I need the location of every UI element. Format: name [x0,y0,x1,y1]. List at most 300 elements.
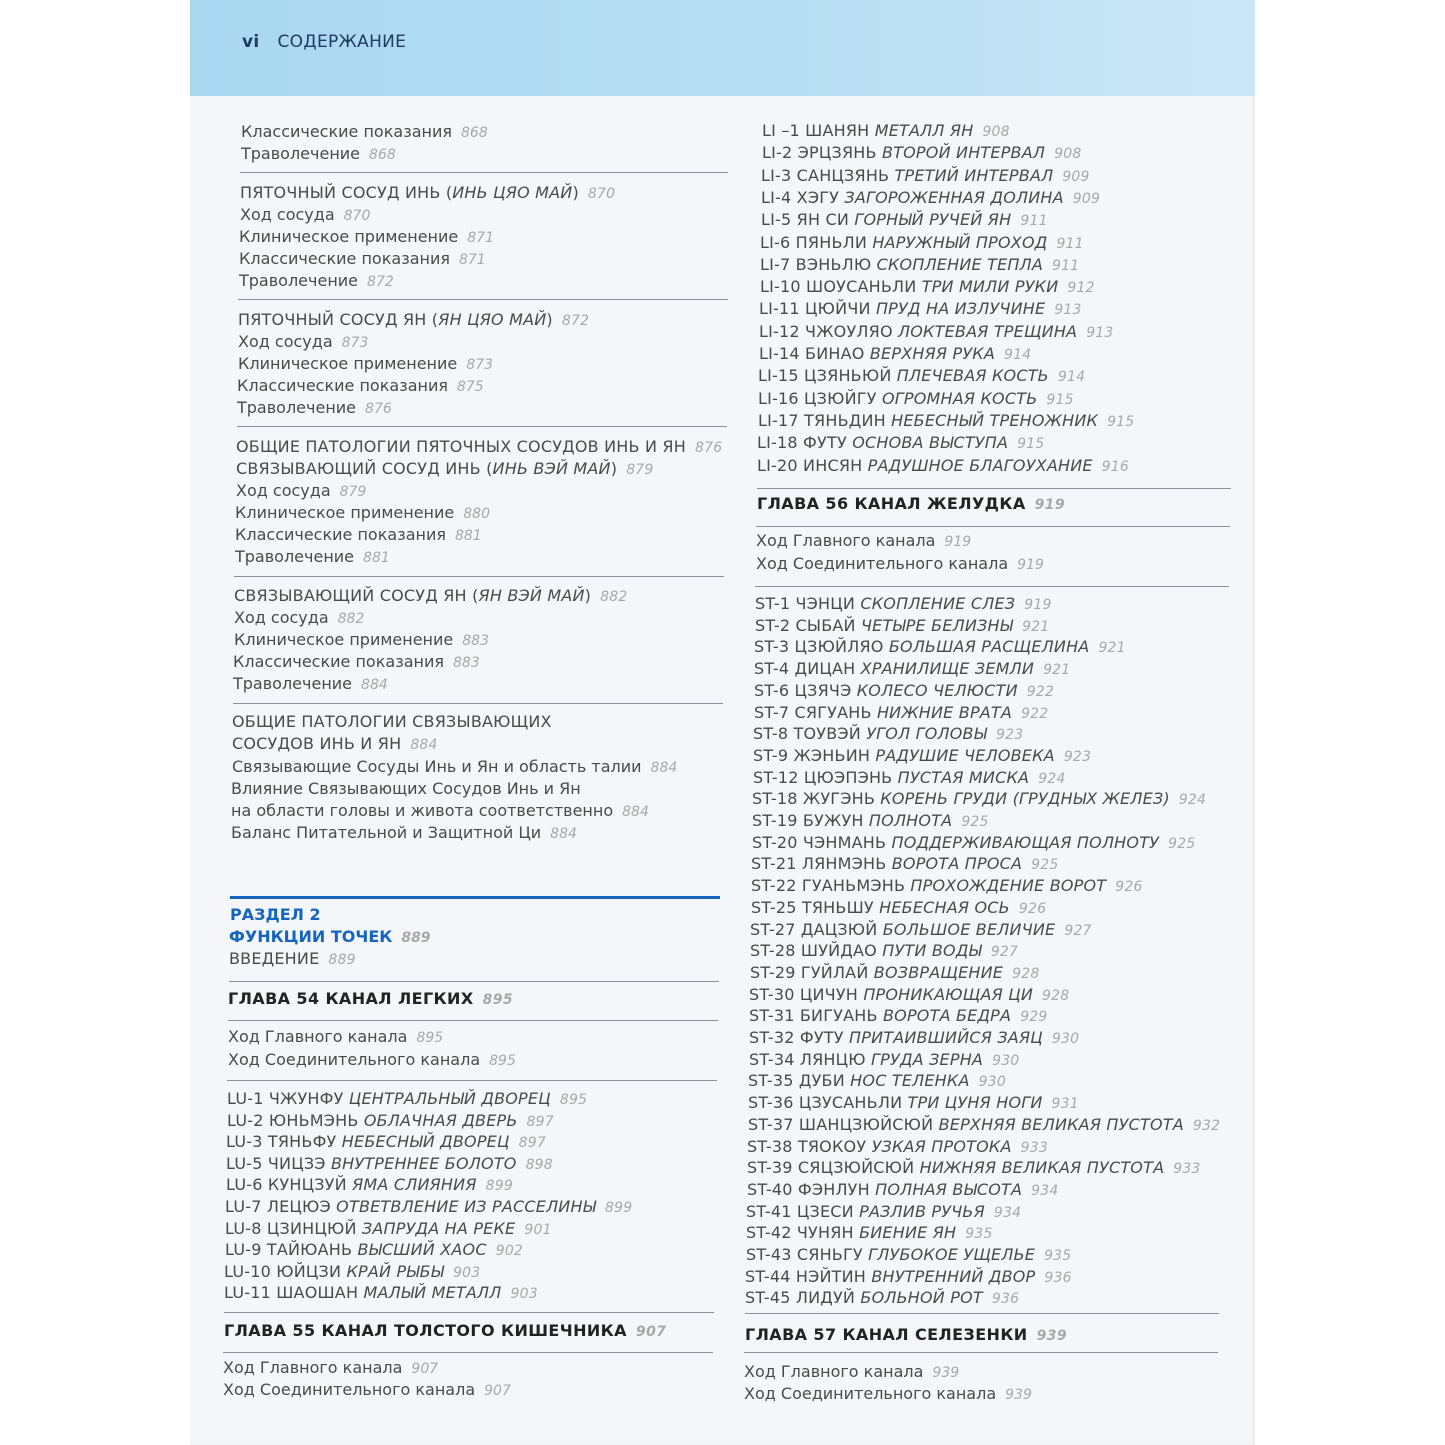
page-ref: 932 [1192,1117,1221,1134]
entry-text: Клиническое применение [238,354,458,373]
acupoint-entry[interactable] [224,1262,480,1283]
contents-title: СОДЕРЖАНИЕ [277,32,407,52]
point-code: LU-2 ЮНЬМЭНЬ [227,1110,364,1130]
acupoint-entry[interactable] [227,1111,554,1132]
acupoint-entry[interactable] [747,1137,1048,1158]
acupoint-entry[interactable] [748,1115,1220,1136]
entry-text: Траволечение [233,674,353,693]
point-code: ST-1 ЧЭНЦИ [755,594,861,613]
point-name: КОЛЕСО ЧЕЛЮСТИ [856,680,1018,700]
point-code: ST-44 НЭЙТИН [745,1266,872,1286]
entry-text: на области головы и живота соответственно [231,801,614,820]
point-code: LI-15 ЦЗЯНЬЮЙ [758,366,897,386]
page-ref: 871 [467,230,494,246]
divider [233,703,723,704]
point-name: ЦЕНТРАЛЬНЫЙ ДВОРЕЦ [348,1089,551,1108]
point-code: LI-14 БИНАО [759,344,870,363]
acupoint-entry[interactable] [226,1175,513,1196]
point-code: ST-8 ТОУВЭЙ [753,724,867,744]
acupoint-entry[interactable] [754,681,1054,702]
page-ref: 884 [410,737,438,753]
page-ref: 926 [1018,900,1047,917]
acupoint-entry[interactable] [224,1283,538,1304]
acupoint-entry[interactable] [226,1132,546,1153]
acupoint-entry[interactable] [747,1158,1201,1179]
page-ref: 933 [1173,1161,1201,1178]
point-name: СКОПЛЕНИЕ ТЕПЛА [876,254,1044,274]
acupoint-entry[interactable] [761,210,1048,231]
acupoint-entry[interactable] [749,1006,1048,1027]
point-name: НЕБЕСНЫЙ ДВОРЕЦ [341,1132,510,1152]
page-ref: 935 [965,1226,993,1243]
toc-entry[interactable] [231,801,649,822]
point-code: LU-11 ШАОШАН [224,1283,364,1303]
page-ref: 913 [1054,302,1082,319]
page-ref: 909 [1062,168,1090,185]
point-code: LU-8 ЦЗИНЦЮЙ [225,1218,362,1238]
acupoint-entry[interactable] [746,1245,1071,1266]
point-code: LU-10 ЮЙЦЗИ [224,1261,347,1281]
point-name: НИЖНИЕ ВРАТА [876,702,1013,722]
entry-text: Связывающие Сосуды Инь и Ян и область талии [232,757,642,776]
point-name: ОГРОМНАЯ КОСТЬ [881,388,1038,408]
entry-text: Классические показания [241,122,452,141]
page-ref: 872 [561,313,590,329]
point-code: ST-39 СЯЦЗЮЙСЮЙ [747,1158,920,1178]
entry-text: ГЛАВА 55 КАНАЛ ТОЛСТОГО КИШЕЧНИКА [224,1321,627,1340]
acupoint-entry[interactable] [749,985,1069,1006]
page-ref: 915 [1017,436,1045,453]
acupoint-entry[interactable] [746,1202,1021,1223]
toc-entry[interactable] [233,652,480,673]
point-name: ВТОРОЙ ИНТЕРВАЛ [881,143,1046,163]
page-ref: 930 [1051,1031,1080,1047]
chapter-heading[interactable] [745,1325,1067,1346]
entry-text: ГЛАВА 57 КАНАЛ СЕЛЕЗЕНКИ [745,1325,1028,1344]
page-ref: 939 [1036,1328,1068,1344]
entry-italic: ЯН ЦЯО МАЙ [438,310,547,329]
point-code: ST-32 ФУТУ [749,1028,850,1047]
page-ref: 903 [453,1264,481,1281]
entry-text: ) [572,183,579,202]
acupoint-entry[interactable] [751,854,1058,875]
point-code: LI-5 ЯН СИ [761,210,855,230]
toc-entry[interactable] [223,1358,438,1379]
section-divider [230,896,720,899]
acupoint-entry[interactable] [753,746,1091,767]
acupoint-entry[interactable] [752,789,1206,810]
page-ref: 933 [1020,1139,1048,1156]
page-ref: 912 [1067,280,1095,297]
point-name: БИЕНИЕ ЯН [859,1223,957,1243]
entry-text: ПЯТОЧНЫЙ СОСУД ЯН ( [238,310,439,329]
acupoint-entry[interactable] [226,1154,553,1175]
acupoint-entry[interactable] [760,255,1079,276]
toc-heading[interactable] [229,949,356,970]
point-code: LU-1 ЧЖУНФУ [227,1089,349,1108]
acupoint-entry[interactable] [760,233,1084,254]
entry-text: Классические показания [235,525,446,544]
point-code: ST-22 ГУАНЬМЭНЬ [751,876,911,896]
entry-text: Ход Главного канала [228,1027,408,1046]
page-ref: 872 [367,274,394,290]
page-ref: 934 [1031,1182,1059,1199]
point-code: ST-9 ЖЭНЬИН [753,745,876,765]
page-ref: 926 [1115,879,1143,896]
toc-entry[interactable] [241,144,396,165]
point-name: ГЛУБОКОЕ УЩЕЛЬЕ [868,1245,1036,1264]
page-ref: 879 [339,484,367,500]
toc-entry[interactable] [240,205,370,226]
page-ref: 884 [622,804,649,820]
point-name: ПЛЕЧЕВАЯ КОСТЬ [896,366,1049,386]
toc-entry[interactable] [756,554,1044,575]
acupoint-entry[interactable] [758,366,1085,387]
point-code: LI –1 ШАНЯН [762,121,875,140]
page-ref: 881 [454,528,482,544]
page-ref: 895 [416,1030,444,1046]
page-ref: 934 [993,1204,1022,1221]
acupoint-entry[interactable] [745,1267,1072,1288]
toc-entry[interactable] [756,531,971,552]
point-name: ТРЕТИЙ ИНТЕРВАЛ [894,165,1054,185]
acupoint-entry[interactable] [750,941,1018,962]
page-ref: 931 [1051,1096,1079,1113]
page-ref: 884 [361,677,388,693]
point-name: КРАЙ РЫБЫ [346,1261,445,1281]
entry-text: Ход Соединительного канала [223,1380,476,1399]
point-name: БОЛЬШОЕ ВЕЛИЧИЕ [882,919,1056,939]
entry-text: СВЯЗЫВАЮЩИЙ СОСУД ЯН ( [234,586,479,605]
toc-entry[interactable] [234,630,489,651]
toc-entry[interactable] [231,823,577,844]
divider [756,526,1230,527]
point-name: РАЗЛИВ РУЧЬЯ [859,1201,985,1221]
entry-text: ) [546,310,553,329]
page-ref: 911 [1052,257,1080,274]
section-label [230,905,321,925]
acupoint-entry[interactable] [761,188,1100,209]
acupoint-entry[interactable] [753,768,1066,789]
page-ref: 883 [452,655,480,671]
acupoint-entry[interactable] [752,833,1195,854]
page-ref: 916 [1101,458,1129,475]
page-ref: 911 [1020,213,1048,230]
entry-text: ФУНКЦИИ ТОЧЕК [229,927,393,946]
point-code: ST-43 СЯНЬГУ [746,1245,869,1264]
point-name: НЕБЕСНАЯ ОСЬ [879,897,1010,917]
acupoint-entry[interactable] [751,876,1143,897]
divider [237,426,727,427]
toc-entry[interactable] [231,779,581,799]
point-name: УГОЛ ГОЛОВЫ [866,724,988,744]
point-name: ПРОХОЖДЕНИЕ ВОРОТ [910,876,1107,896]
page-ref: 895 [482,992,514,1008]
toc-entry[interactable] [235,503,490,524]
toc-entry[interactable] [233,674,388,695]
entry-text: Траволечение [237,398,357,417]
entry-text: Ход сосуда [236,481,331,500]
point-code: ST-27 ДАЦЗЮЙ [750,919,883,939]
point-code: ST-41 ЦЗЕСИ [746,1201,860,1221]
acupoint-entry[interactable] [754,659,1070,680]
entry-text: Ход сосуда [240,205,335,224]
point-name: ВНУТРЕННЕЕ БОЛОТО [330,1153,517,1173]
toc-heading[interactable] [240,183,615,204]
page-ref: 928 [1012,965,1040,982]
point-code: ST-42 ЧУНЯН [746,1223,860,1243]
page-ref: 915 [1107,413,1135,430]
page-ref: 921 [1022,618,1050,635]
divider [745,1313,1219,1314]
entry-text: ) [584,586,592,605]
point-name: ВОЗВРАЩЕНИЕ [873,962,1004,982]
point-name: ВЫСШИЙ ХАОС [357,1240,487,1260]
entry-text: Ход Главного канала [223,1358,403,1377]
toc-heading [232,712,552,732]
page-ref: 880 [463,506,490,522]
acupoint-entry[interactable] [757,456,1129,477]
page-ref: 913 [1086,324,1114,341]
toc-entry[interactable] [223,1380,511,1401]
point-code: LI-11 ЦЮЙЧИ [759,299,876,319]
page-ref: 903 [510,1286,538,1303]
toc-entry[interactable] [238,354,493,375]
acupoint-entry[interactable] [752,811,989,832]
point-name: УЗКАЯ ПРОТОКА [871,1136,1012,1156]
acupoint-entry[interactable] [750,920,1092,941]
header-bar [190,0,1255,96]
point-name: МЕТАЛЛ ЯН [874,121,974,140]
acupoint-entry[interactable] [749,1028,1079,1049]
acupoint-entry[interactable] [746,1223,993,1244]
divider [224,1312,714,1313]
point-name: ПРИТАИВШИЙСЯ ЗАЯЦ [849,1028,1043,1047]
acupoint-entry[interactable] [748,1093,1079,1114]
page-ref: 919 [944,534,972,550]
acupoint-entry[interactable] [748,1071,1006,1092]
toc-entry[interactable] [241,122,488,143]
entry-italic: ИНЬ ВЭЙ МАЙ [492,459,611,478]
divider [744,1352,1218,1353]
divider [757,488,1231,489]
point-name: КОРЕНЬ ГРУДИ (ГРУДНЫХ ЖЕЛЕЗ) [880,789,1170,809]
acupoint-entry[interactable] [225,1219,552,1240]
acupoint-entry[interactable] [762,121,1010,142]
acupoint-entry[interactable] [747,1180,1058,1201]
page-ref: 928 [1042,987,1070,1004]
point-code: ST-45 ЛИДУЙ [745,1288,861,1308]
acupoint-entry[interactable] [758,411,1134,432]
toc-entry[interactable] [239,271,394,292]
chapter-heading[interactable] [224,1321,666,1342]
point-name: ОСНОВА ВЫСТУПА [852,433,1009,453]
acupoint-entry[interactable] [759,299,1082,320]
point-code: ST-3 ЦЗЮЙЛЯО [754,637,889,657]
point-name: СКОПЛЕНИЕ СЛЕЗ [860,594,1016,613]
point-code: LI-10 ШОУСАНЬЛИ [760,277,922,297]
divider [227,1080,717,1081]
page-ref: 935 [1044,1248,1072,1264]
acupoint-entry[interactable] [754,703,1048,724]
page-ref: 902 [495,1243,524,1260]
toc-entry[interactable] [235,547,390,568]
point-name: МАЛЫЙ МЕТАЛЛ [363,1283,502,1303]
page-ref: 868 [460,125,488,141]
point-name: ПОДДЕРЖИВАЮЩАЯ ПОЛНОТУ [891,832,1160,852]
chapter-heading[interactable] [228,989,513,1010]
acupoint-entry[interactable] [225,1240,523,1261]
acupoint-entry[interactable] [754,637,1126,658]
divider [238,299,728,300]
divider [234,576,724,577]
point-name: ЗАГОРОЖЕННАЯ ДОЛИНА [844,187,1064,207]
point-code: LU-3 ТЯНЬФУ [226,1132,342,1152]
toc-heading[interactable] [238,310,589,331]
entry-text: ОБЩИЕ ПАТОЛОГИИ ПЯТОЧНЫХ СОСУДОВ ИНЬ И ЯН [236,437,686,456]
point-name: ТРИ МИЛИ РУКИ [921,277,1059,297]
entry-text: Ход Главного канала [756,531,936,550]
toc-entry[interactable] [235,525,482,546]
acupoint-entry[interactable] [227,1089,587,1110]
entry-text: Ход Соединительного канала [756,554,1009,573]
point-code: LI-17 ТЯНЬДИН [758,410,892,430]
toc-heading[interactable] [232,734,438,755]
page-ref: 889 [328,952,356,968]
toc-entry[interactable] [238,332,368,353]
page-ref: 919 [1017,557,1044,573]
acupoint-entry[interactable] [760,277,1095,298]
page-ref: 939 [1005,1387,1032,1403]
acupoint-entry[interactable] [753,724,1023,745]
page-ref: 897 [526,1113,554,1130]
acupoint-entry[interactable] [759,344,1031,365]
toc-entry[interactable] [237,398,392,419]
page-ref: 897 [518,1135,546,1152]
toc-entry[interactable] [744,1384,1032,1405]
point-code: LU-5 ЧИЦЗЭ [226,1153,331,1173]
entry-text: СВЯЗЫВАЮЩИЙ СОСУД ИНЬ ( [236,459,493,478]
toc-heading[interactable] [236,437,722,458]
point-name: РАДУШНОЕ БЛАГОУХАНИЕ [867,455,1093,475]
toc-heading[interactable] [236,459,654,480]
page-ref: 919 [1024,597,1052,613]
page-ref: 882 [600,589,628,605]
toc-entry[interactable] [744,1362,959,1383]
point-code: ST-34 ЛЯНЦЮ [749,1049,872,1069]
entry-text: Ход Соединительного канала [744,1384,997,1403]
page-ref: 915 [1046,391,1074,408]
page-ref: 901 [524,1221,552,1238]
toc-entry[interactable] [239,227,494,248]
point-code: ST-29 ГУЙЛАЙ [750,962,874,982]
point-name: ПОЛНАЯ ВЫСОТА [875,1179,1023,1199]
toc-entry[interactable] [234,608,364,629]
point-name: НОС ТЕЛЕНКА [850,1071,970,1091]
point-code: LI-2 ЭРЦЗЯНЬ [762,143,882,163]
toc-entry[interactable] [236,481,366,502]
acupoint-entry[interactable] [762,143,1081,164]
acupoint-entry[interactable] [761,166,1090,187]
acupoint-entry[interactable] [225,1197,632,1218]
point-name: ПРУД НА ИЗЛУЧИНЕ [875,299,1046,319]
entry-text: СОСУДОВ ИНЬ И ЯН [232,734,402,753]
point-code: ST-38 ТЯОКОУ [747,1136,872,1156]
point-code: LI-18 ФУТУ [757,433,853,453]
page-ref: 925 [1168,835,1196,852]
point-code: ST-7 СЯГУАНЬ [754,702,877,722]
acupoint-entry[interactable] [758,389,1074,410]
page-ref: 922 [1021,705,1049,722]
point-name: РАДУШИЕ ЧЕЛОВЕКА [875,745,1055,765]
entry-text: Влияние Связывающих Сосудов Инь и Ян [231,779,581,798]
entry-text: Ход Соединительного канала [228,1050,481,1069]
entry-text: Клиническое применение [235,503,455,522]
page-ref: 923 [996,727,1024,744]
point-name: ЧЕТЫРЕ БЕЛИЗНЫ [860,615,1014,635]
section-title[interactable] [229,927,431,948]
point-name: ХРАНИЛИЩЕ ЗЕМЛИ [860,659,1035,679]
acupoint-entry[interactable] [757,433,1044,454]
page-ref: 927 [990,944,1019,961]
point-code: LI-4 ХЭГУ [761,187,845,207]
page-ref: 929 [1020,1009,1048,1026]
point-name: ЛОКТЕВАЯ ТРЕЩИНА [898,321,1078,341]
point-code: ST-25 ТЯНЬШУ [751,897,880,917]
page-ref: 919 [1034,497,1066,513]
acupoint-entry[interactable] [750,963,1039,984]
page-ref: 895 [489,1053,516,1069]
acupoint-entry[interactable] [755,616,1049,637]
page-ref: 889 [401,930,431,946]
toc-entry[interactable] [239,249,486,270]
acupoint-entry[interactable] [751,898,1046,919]
point-name: ВНУТРЕННИЙ ДВОР [871,1266,1036,1286]
page-ref: 907 [411,1361,439,1377]
toc-entry[interactable] [237,376,484,397]
chapter-heading[interactable] [757,494,1065,515]
page-ref: 899 [605,1200,633,1216]
toc-heading[interactable] [234,586,627,607]
toc-entry[interactable] [232,757,677,778]
point-name: ПУСТАЯ МИСКА [897,767,1030,787]
point-name: ПОЛНОТА [868,811,953,830]
point-code: LI-7 ВЭНЬЛЮ [760,254,877,274]
acupoint-entry[interactable] [755,594,1052,615]
toc-entry[interactable] [228,1027,443,1048]
toc-entry[interactable] [228,1050,516,1071]
page-ref: 882 [337,611,365,627]
page-ref: 895 [559,1092,588,1108]
page-ref: 930 [992,1052,1020,1069]
entry-text: Траволечение [241,144,361,163]
page-ref: 875 [456,379,484,395]
entry-text: Траволечение [239,271,359,290]
entry-text: Ход сосуда [234,608,329,627]
acupoint-entry[interactable] [759,322,1114,343]
page-ref: 908 [982,124,1010,140]
point-code: LI-3 САНЦЗЯНЬ [761,165,895,185]
point-name: ВОРОТА БЕДРА [882,1006,1012,1026]
page-ref: 939 [932,1365,960,1381]
page-ref: 921 [1098,640,1126,657]
entry-text: Баланс Питательной и Защитной Ци [231,823,542,842]
point-code: ST-20 ЧЭНМАНЬ [752,832,892,852]
page-number: vi [242,32,260,52]
acupoint-entry[interactable] [749,1050,1019,1071]
acupoint-entry[interactable] [745,1288,1019,1309]
divider [755,586,1229,587]
